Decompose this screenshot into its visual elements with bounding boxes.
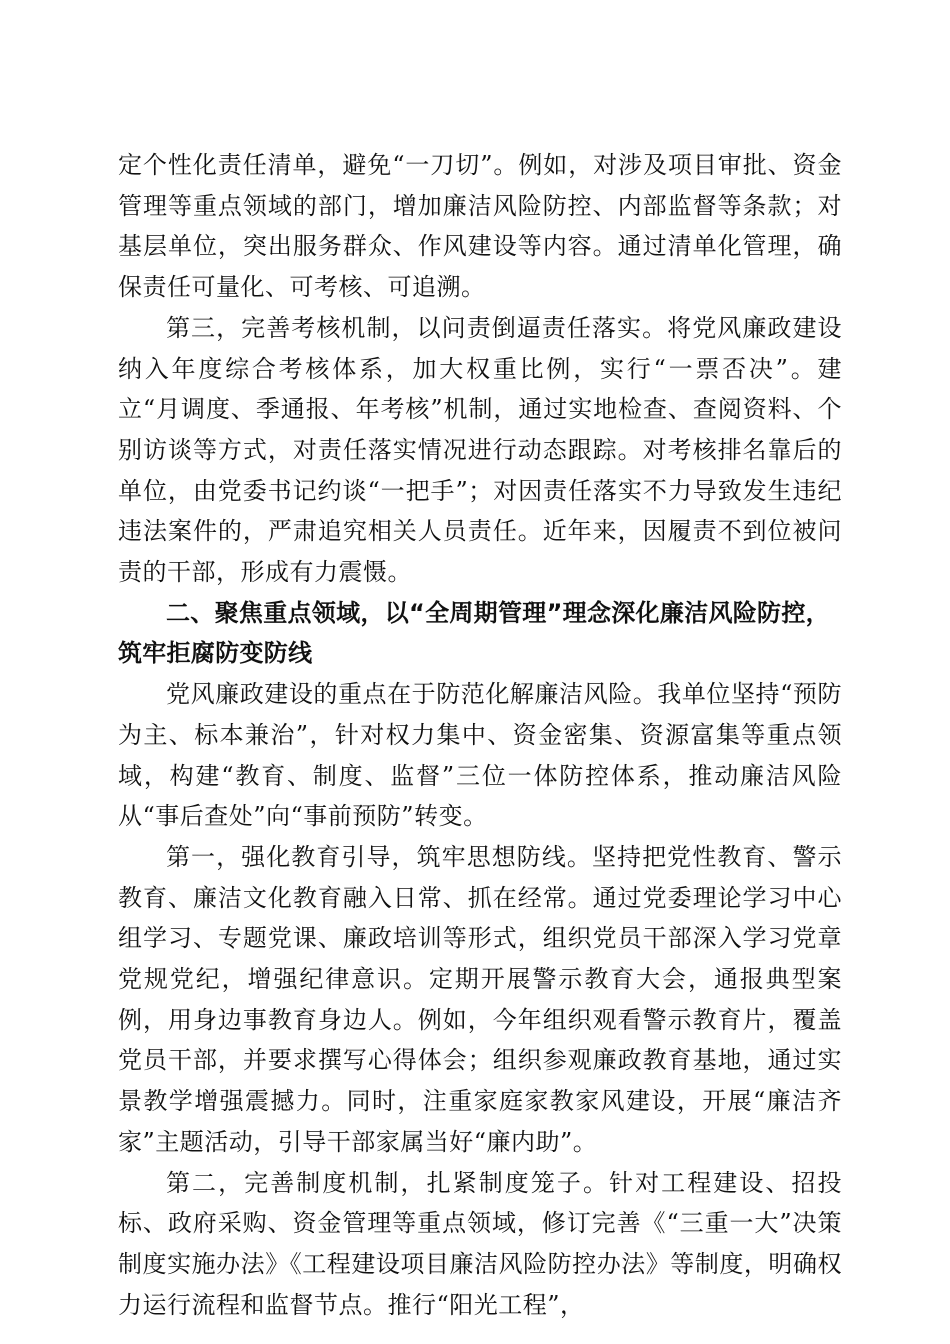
paragraph-continuation: 定个性化责任清单，避免“一刀切”。例如，对涉及项目审批、资金管理等重点领域的部门，增加廉洁风险防控、内部监督等条款；对基层单位，突出服务群众、作风建设等内容。通过清单化管理，确保责任可量化、可考核、可追溯。 (118, 151, 842, 302)
paragraph-assessment-mechanism: 第三，完善考核机制，以问责倒逼责任落实。将党风廉政建设纳入年度综合考核体系，加大权重比例，实行“一票否决”。建立“月调度、季通报、年考核”机制，通过实地检查、查阅资料、个别访谈等方式，对责任落实情况进行动态跟踪。对考核排名靠后的单位，由党委书记约谈“一把手”；对因责任落实不力导致发生违纪违法案件的，严肃追究相关人员责任。近年来，因履责不到位被问责的干部，形成有力震慑。 (118, 313, 842, 587)
section-heading-2: 二、聚焦重点领域，以“全周期管理”理念深化廉洁风险防控，筑牢拒腐防变防线 (118, 598, 830, 668)
document-page (118, 145, 842, 1325)
paragraph-institutional-mechanism: 第二，完善制度机制，扎紧制度笼子。针对工程建设、招投标、政府采购、资金管理等重点领域，修订完善《“三重一大”决策制度实施办法》《工程建设项目廉洁风险防控办法》等制度，明确权力运行流程和监督节点。推行“阳光工程”， (118, 1168, 842, 1319)
paragraph-risk-prevention-intro: 党风廉政建设的重点在于防范化解廉洁风险。我单位坚持“预防为主、标本兼治”，针对权力集中、资金密集、资源富集等重点领域，构建“教育、制度、监督”三位一体防控体系，推动廉洁风险从“事后查处”向“事前预防”转变。 (118, 680, 842, 831)
paragraph-education-guidance: 第一，强化教育引导，筑牢思想防线。坚持把党性教育、警示教育、廉洁文化教育融入日常、抓在经常。通过党委理论学习中心组学习、专题党课、廉政培训等形式，组织党员干部深入学习党章党规党纪，增强纪律意识。定期开展警示教育大会，通报典型案例，用身边事教育身边人。例如，今年组织观看警示教育片，覆盖党员干部，并要求撰写心得体会；组织参观廉政教育基地，通过实景教学增强震撼力。同时，注重家庭家教家风建设，开展“廉洁齐家”主题活动，引导干部家属当好“廉内助”。 (118, 842, 842, 1156)
